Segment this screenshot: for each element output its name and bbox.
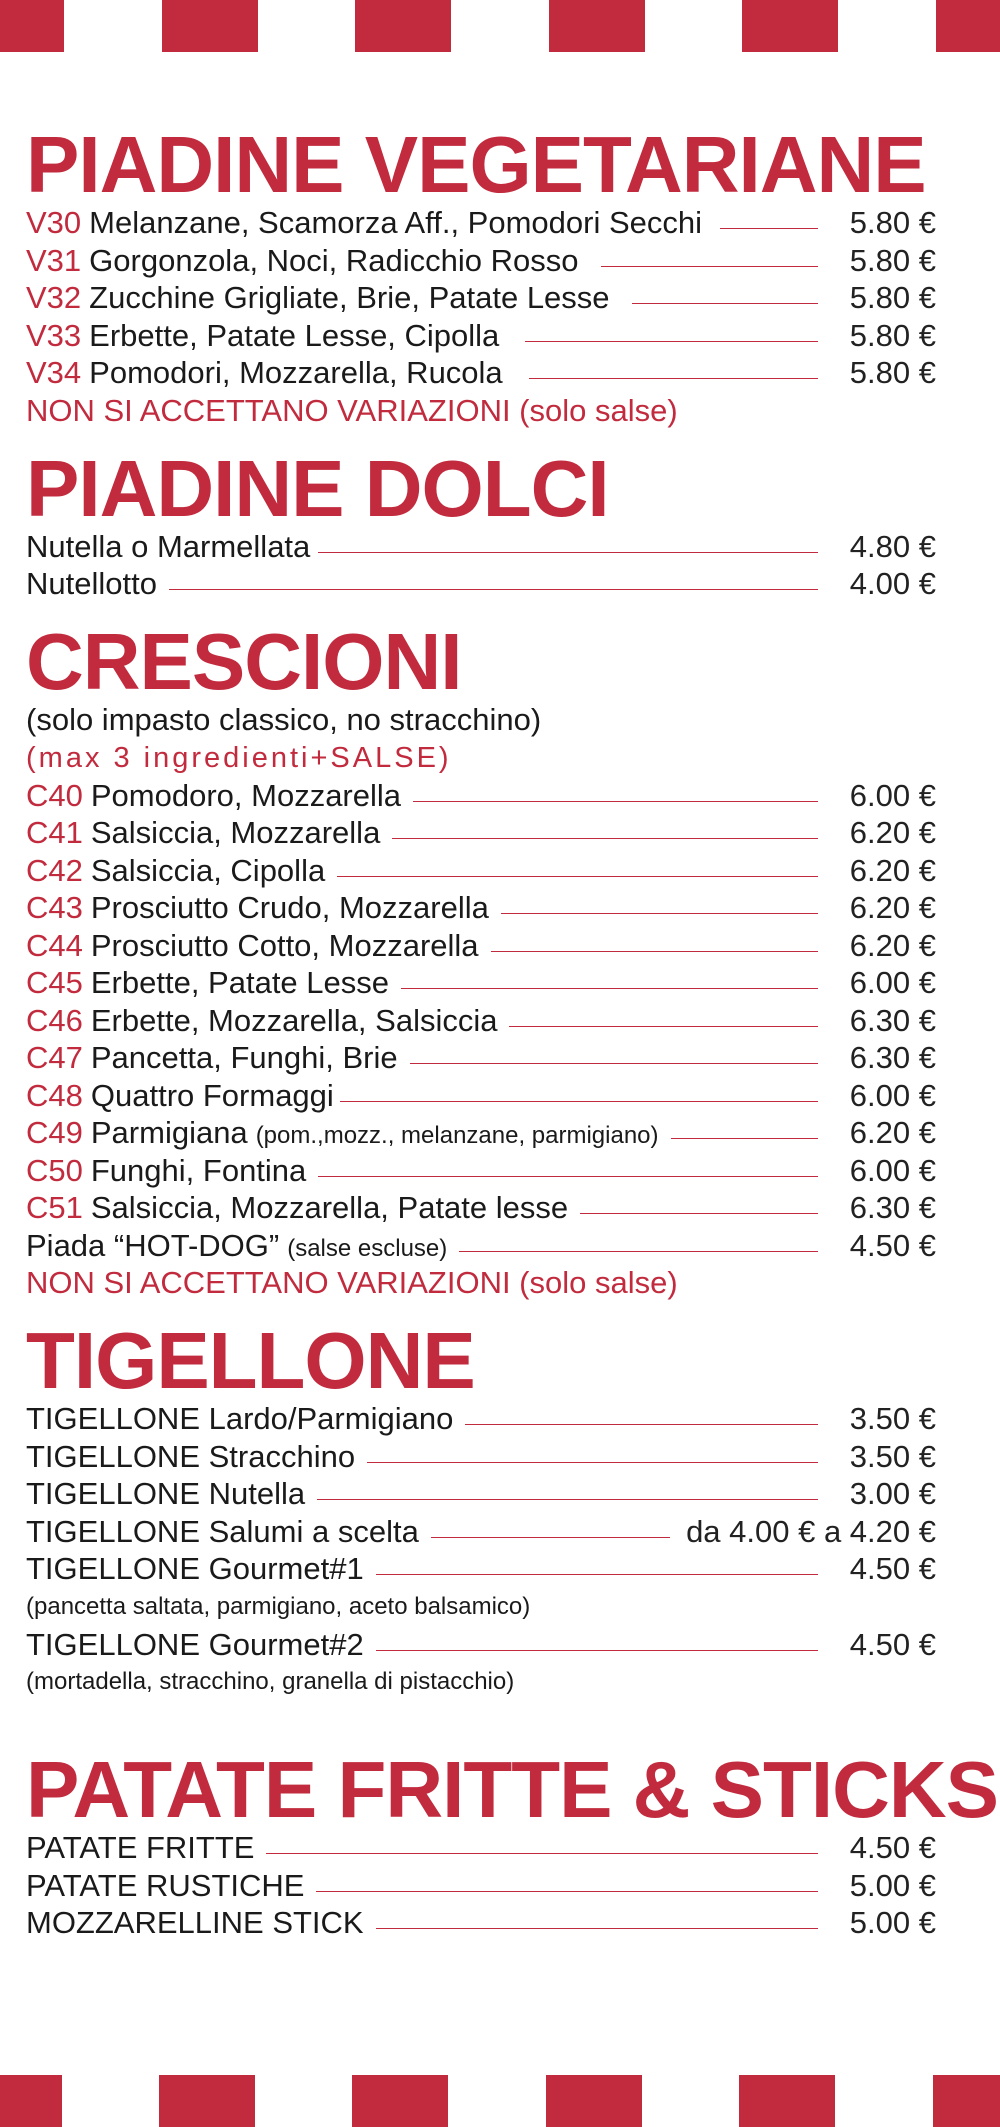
dotted-leader (169, 589, 818, 590)
item-code: V30 (26, 205, 82, 240)
stripe (742, 0, 838, 52)
dotted-leader (580, 1213, 818, 1214)
menu-item (26, 1189, 936, 1227)
item-name: Erbette, Patate Lesse, Cipolla (89, 317, 500, 353)
section-patate-fritte-sticks (26, 1745, 999, 1942)
dotted-leader (509, 1026, 818, 1027)
item-price: 4.50 € (849, 1626, 936, 1662)
bottom-stripe-border (0, 2075, 1000, 2127)
dotted-leader (525, 341, 818, 342)
dotted-leader (671, 1138, 818, 1139)
stripe (355, 0, 451, 52)
no-variations-note: NON SI ACCETTANO VARIAZIONI (solo salse) (26, 392, 678, 428)
dotted-leader (376, 1650, 818, 1651)
no-variations-note: NON SI ACCETTANO VARIAZIONI (solo salse) (26, 1265, 678, 1300)
section-piadine-vegetariane (26, 120, 936, 430)
section-title: PIADINE VEGETARIANE (26, 120, 926, 209)
item-name: Salsiccia, Cipolla (90, 852, 326, 888)
item-price: 5.80 € (849, 242, 936, 278)
item-code: C40 (26, 777, 83, 813)
stripe (549, 0, 645, 52)
item-price: 3.50 € (849, 1401, 936, 1436)
item-code: C41 (26, 815, 83, 850)
menu-item (26, 1152, 936, 1190)
dotted-leader (376, 1928, 818, 1929)
item-code: V34 (26, 355, 82, 390)
item-name: Erbette, Patate Lesse (90, 965, 390, 1000)
item-price: 6.30 € (849, 1002, 936, 1038)
dotted-leader (337, 876, 818, 877)
menu-item (26, 852, 936, 890)
dotted-leader (501, 913, 818, 914)
item-price: 6.20 € (849, 815, 936, 850)
item-name: Erbette, Mozzarella, Salsiccia (90, 1002, 498, 1038)
item-name: Funghi, Fontina (90, 1152, 307, 1188)
item-price: 6.00 € (849, 777, 936, 813)
item-code: C44 (26, 927, 83, 963)
menu-item (26, 889, 936, 927)
menu-item (26, 1550, 936, 1588)
menu-item (26, 1904, 936, 1942)
stripe (936, 0, 1000, 52)
section-title: TIGELLONE (26, 1316, 475, 1405)
item-name: TIGELLONE Nutella (26, 1476, 306, 1511)
dotted-leader (317, 1499, 818, 1500)
item-price: 6.30 € (849, 1040, 936, 1075)
stripe (162, 0, 258, 52)
item-name: TIGELLONE Gourmet#1 (26, 1551, 364, 1586)
stripe (159, 2075, 255, 2127)
item-code: V31 (26, 242, 82, 278)
item-price: 3.00 € (849, 1476, 936, 1511)
top-stripe-border (0, 0, 1000, 52)
item-price: 6.20 € (849, 890, 936, 925)
item-price: 4.80 € (849, 528, 936, 564)
menu-item (26, 242, 936, 280)
item-code: C47 (26, 1040, 83, 1075)
item-price: 6.30 € (849, 1190, 936, 1225)
item-name: Salsiccia, Mozzarella (90, 815, 381, 850)
menu-item (26, 1227, 936, 1265)
item-name: Nutellotto (26, 566, 157, 601)
dotted-leader (410, 1063, 818, 1064)
dotted-leader (376, 1574, 818, 1575)
item-code: C46 (26, 1002, 83, 1038)
item-name: Melanzane, Scamorza Aff., Pomodori Secchi (89, 205, 703, 240)
menu-item (26, 964, 936, 1002)
item-code: V32 (26, 280, 82, 315)
item-name: Prosciutto Crudo, Mozzarella (90, 890, 489, 925)
item-price: 3.50 € (849, 1438, 936, 1474)
item-price: 6.20 € (849, 852, 936, 888)
dotted-leader (459, 1251, 818, 1252)
item-price: 6.20 € (849, 1115, 936, 1150)
item-code: C49 (26, 1115, 83, 1150)
item-price: 4.50 € (849, 1227, 936, 1263)
item-price: 6.00 € (849, 1077, 936, 1113)
item-price: 5.00 € (849, 1905, 936, 1940)
item-name: Salsiccia, Mozzarella, Patate lesse (90, 1190, 569, 1225)
item-name: Prosciutto Cotto, Mozzarella (90, 927, 479, 963)
item-name: PATATE FRITTE (26, 1830, 255, 1865)
dotted-leader (413, 801, 818, 802)
item-name: TIGELLONE Salumi a scelta (26, 1513, 419, 1549)
menu-content (26, 120, 999, 1964)
section-subtitle-red: (max 3 ingredienti+SALSE) (26, 741, 452, 774)
item-description: (pancetta saltata, parmigiano, aceto balsamico) (26, 1592, 531, 1620)
dotted-leader (632, 303, 818, 304)
dotted-leader (318, 1176, 818, 1177)
menu-item (26, 565, 936, 603)
menu-item (26, 1867, 936, 1905)
menu-item (26, 927, 936, 965)
item-price: 5.80 € (849, 205, 936, 240)
dotted-leader (316, 1891, 818, 1892)
item-price: 5.80 € (849, 355, 936, 390)
item-code: V33 (26, 317, 82, 353)
menu-item (26, 777, 936, 815)
menu-item (26, 1626, 936, 1664)
item-code: C51 (26, 1190, 83, 1225)
menu-item (26, 528, 936, 566)
dotted-leader (601, 266, 818, 267)
stripe (933, 2075, 1000, 2127)
menu-item (26, 279, 936, 317)
item-name: TIGELLONE Lardo/Parmigiano (26, 1401, 454, 1436)
stripe (546, 2075, 642, 2127)
stripe (352, 2075, 448, 2127)
item-price: 5.00 € (849, 1867, 936, 1903)
dotted-leader (367, 1462, 818, 1463)
item-price: 4.00 € (849, 566, 936, 601)
item-name: Pomodoro, Mozzarella (90, 777, 402, 813)
menu-item (26, 1475, 936, 1513)
item-name: Piada “HOT-DOG” (26, 1227, 280, 1263)
item-price: 5.80 € (849, 280, 936, 315)
item-name: Pancetta, Funghi, Brie (90, 1040, 398, 1075)
dotted-leader (401, 988, 818, 989)
menu-item (26, 1114, 936, 1152)
menu-item (26, 317, 936, 355)
section-subtitle: (solo impasto classico, no stracchino) (26, 701, 542, 737)
item-price: 6.00 € (849, 1152, 936, 1188)
item-code: C45 (26, 965, 83, 1000)
menu-item (26, 204, 936, 242)
section-tigellone (26, 1316, 936, 1701)
item-price: 4.50 € (849, 1830, 936, 1865)
item-name: PATATE RUSTICHE (26, 1867, 305, 1903)
section-title: CRESCIONI (26, 616, 462, 706)
item-price: 5.80 € (849, 317, 936, 353)
item-code: C42 (26, 852, 83, 888)
section-piadine-dolci (26, 443, 936, 603)
dotted-leader (431, 1537, 670, 1538)
item-name: Zucchine Grigliate, Brie, Patate Lesse (89, 280, 610, 315)
item-name: TIGELLONE Gourmet#2 (26, 1626, 364, 1662)
item-price: 4.50 € (849, 1551, 936, 1586)
item-detail: (pom.,mozz., melanzane, parmigiano) (255, 1122, 659, 1149)
item-price: da 4.00 € a 4.20 € (686, 1513, 936, 1549)
item-detail: (salse escluse) (287, 1234, 448, 1262)
stripe (0, 2075, 62, 2127)
item-name: Quattro Formaggi (90, 1077, 334, 1113)
menu-item (26, 1829, 936, 1867)
section-title: PATATE FRITTE & STICKS (26, 1745, 999, 1834)
menu-item (26, 354, 936, 392)
item-code: C48 (26, 1077, 83, 1113)
dotted-leader (465, 1424, 818, 1425)
menu-item (26, 1039, 936, 1077)
item-name: Gorgonzola, Noci, Radicchio Rosso (89, 242, 579, 278)
dotted-leader (340, 1101, 818, 1102)
item-name: Pomodori, Mozzarella, Rucola (89, 355, 503, 390)
dotted-leader (266, 1853, 818, 1854)
dotted-leader (392, 838, 818, 839)
item-price: 6.00 € (849, 965, 936, 1000)
dotted-leader (529, 378, 818, 379)
stripe (0, 0, 64, 52)
item-name: TIGELLONE Stracchino (26, 1438, 356, 1474)
item-code: C43 (26, 890, 83, 925)
item-description: (mortadella, stracchino, granella di pistacchio) (26, 1668, 515, 1695)
menu-item (26, 1438, 936, 1476)
menu-item (26, 1513, 936, 1551)
menu-item (26, 1400, 936, 1438)
item-name: MOZZARELLINE STICK (26, 1905, 364, 1940)
stripe (739, 2075, 835, 2127)
menu-item (26, 814, 936, 852)
dotted-leader (720, 228, 818, 229)
dotted-leader (491, 951, 818, 952)
item-code: C50 (26, 1152, 83, 1188)
section-crescioni (26, 616, 936, 1303)
item-price: 6.20 € (849, 927, 936, 963)
item-name: Nutella o Marmellata (26, 528, 311, 564)
dotted-leader (318, 552, 818, 553)
menu-item (26, 1002, 936, 1040)
section-title: PIADINE DOLCI (26, 443, 609, 533)
item-name: Parmigiana (90, 1115, 248, 1150)
menu-item (26, 1077, 936, 1115)
